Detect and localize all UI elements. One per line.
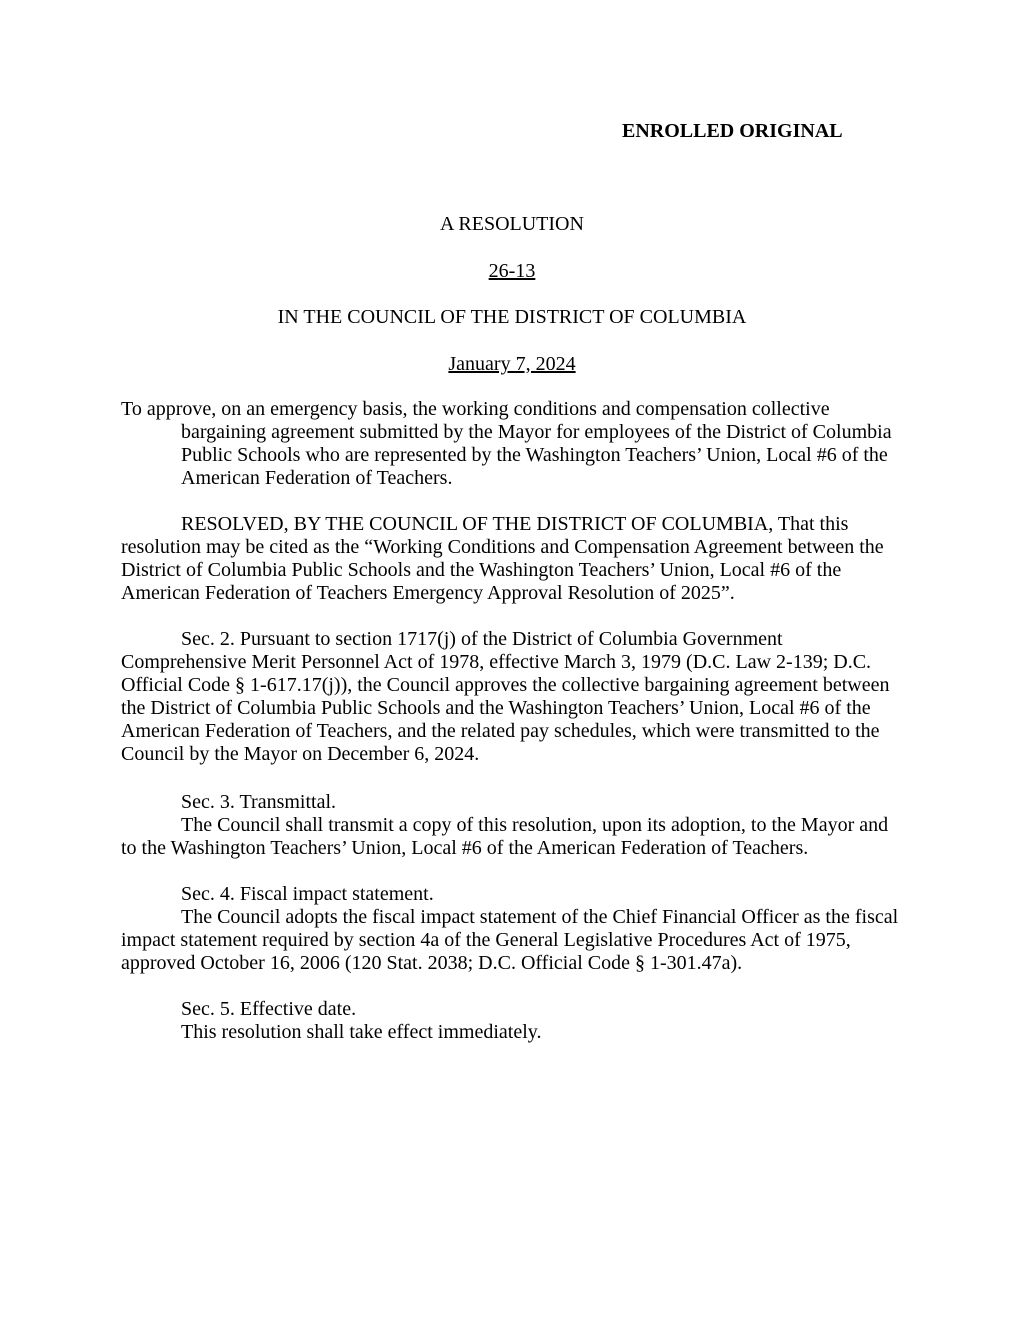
resolution-date: January 7, 2024	[448, 353, 576, 375]
purpose-line: To approve, on an emergency basis, the working conditions and compensation collective	[121, 398, 830, 420]
purpose-line: American Federation of Teachers.	[181, 467, 453, 489]
section-3	[121, 791, 911, 860]
resolution-title: A RESOLUTION	[440, 213, 584, 235]
resolved-line: American Federation of Teachers Emergency Approval Resolution of 2025”.	[121, 582, 735, 604]
section-2-line: Comprehensive Merit Personnel Act of 1978, effective March 3, 1979 (D.C. Law 2-139; D.C.	[121, 651, 872, 673]
resolution-number: 26-13	[488, 260, 536, 282]
section-4	[121, 883, 911, 975]
purpose-line: Public Schools who are represented by the Washington Teachers’ Union, Local #6 of the	[181, 444, 888, 466]
resolved-paragraph	[121, 513, 911, 605]
resolved-line: resolution may be cited as the “Working Conditions and Compensation Agreement between the	[121, 536, 884, 558]
council-heading: IN THE COUNCIL OF THE DISTRICT OF COLUMBIA	[277, 306, 747, 328]
section-2-line: Council by the Mayor on December 6, 2024.	[121, 743, 480, 765]
section-2-line: American Federation of Teachers, and the related pay schedules, which were transmitted to the	[121, 720, 880, 742]
section-3-line: The Council shall transmit a copy of this resolution, upon its adoption, to the Mayor and	[181, 814, 889, 836]
section-2	[121, 628, 911, 766]
section-3-line: to the Washington Teachers’ Union, Local #6 of the American Federation of Teachers.	[121, 837, 809, 859]
section-5-line: This resolution shall take effect immediately.	[181, 1021, 542, 1043]
purpose-paragraph	[121, 398, 911, 490]
section-5	[121, 998, 911, 1044]
purpose-line: bargaining agreement submitted by the Mayor for employees of the District of Columbia	[181, 421, 892, 443]
section-2-line: the District of Columbia Public Schools and the Washington Teachers’ Union, Local #6 of the	[121, 697, 871, 719]
section-5-heading: Sec. 5. Effective date.	[181, 998, 357, 1020]
section-2-line: Sec. 2. Pursuant to section 1717(j) of the District of Columbia Government	[181, 628, 783, 650]
section-4-heading: Sec. 4. Fiscal impact statement.	[181, 883, 434, 905]
resolved-line: RESOLVED, BY THE COUNCIL OF THE DISTRICT OF COLUMBIA, That this	[181, 513, 849, 535]
section-4-line: approved October 16, 2006 (120 Stat. 2038; D.C. Official Code § 1-301.47a).	[121, 952, 743, 974]
section-4-line: impact statement required by section 4a of the General Legislative Procedures Act of 1975,	[121, 929, 851, 951]
resolved-line: District of Columbia Public Schools and the Washington Teachers’ Union, Local #6 of the	[121, 559, 842, 581]
enrolled-original-stamp: ENROLLED ORIGINAL	[622, 120, 843, 142]
section-4-line: The Council adopts the fiscal impact statement of the Chief Financial Officer as the fiscal	[181, 906, 899, 928]
section-3-heading: Sec. 3. Transmittal.	[181, 791, 337, 813]
section-2-line: Official Code § 1-617.17(j)), the Council approves the collective bargaining agreement between	[121, 674, 890, 696]
